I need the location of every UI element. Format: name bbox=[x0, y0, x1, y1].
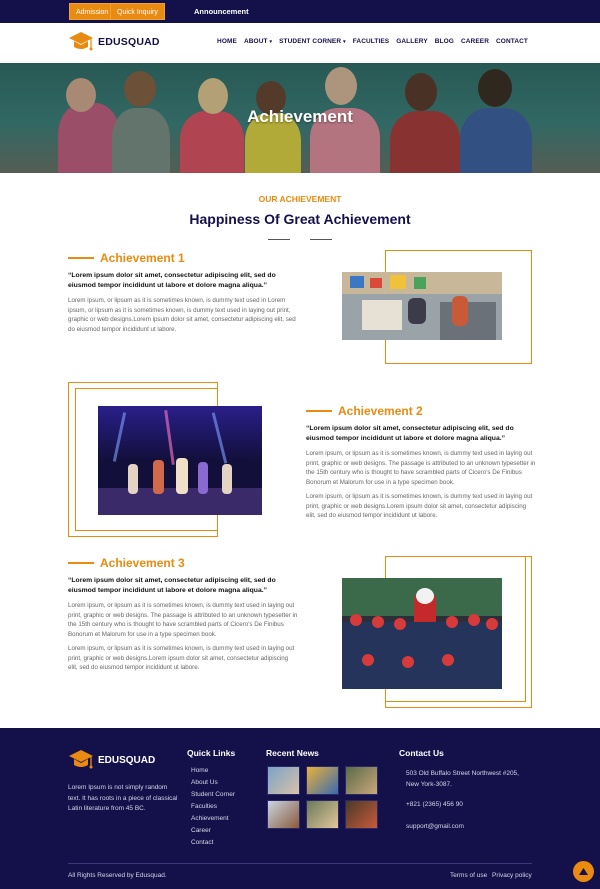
nav-student-corner[interactable]: STUDENT CORNER ▾ bbox=[279, 38, 346, 45]
achievement-title: Achievement 3 bbox=[100, 556, 185, 570]
brand-logo[interactable] bbox=[68, 30, 160, 54]
achievement-title: Achievement 1 bbox=[100, 251, 185, 265]
quick-links-title: Quick Links bbox=[187, 748, 236, 758]
accent-bar bbox=[306, 410, 332, 412]
graduation-cap-icon bbox=[68, 30, 94, 54]
news-thumbnail[interactable] bbox=[345, 766, 378, 795]
footer-address: 503 Old Buffalo Street Northwest #205, New York-3087. bbox=[406, 770, 519, 788]
achievement-lead: “Lorem ipsum dolor sit amet, consectetur adipiscing elit, sed do eiusmod tempor incididunt ut labore et dolore magna aliqua.” bbox=[68, 577, 276, 594]
news-thumbnail[interactable] bbox=[345, 800, 378, 829]
nav-contact[interactable]: CONTACT bbox=[496, 38, 528, 45]
top-bar bbox=[0, 0, 600, 23]
achievement-1 bbox=[68, 251, 298, 334]
footer-link-contact[interactable]: Contact bbox=[191, 839, 214, 846]
news-thumbnail[interactable] bbox=[306, 800, 339, 829]
footer-phone[interactable]: +821 (2365) 456 90 bbox=[406, 801, 463, 808]
contact-title: Contact Us bbox=[399, 748, 444, 758]
footer-link-achievement[interactable]: Achievement bbox=[191, 815, 229, 822]
stage-performance-photo bbox=[98, 406, 262, 515]
achievement-text: Lorem ipsum, or lipsum as it is sometimes known, is dummy text used in Lorem ipsum, or lipsum as it is sometimes known, is dummy text used in laying out print, graphic or web designs.Lorem ipsum dolor sit amet, consectetur adipiscing elit, sed do eiusmod tempor incididunt ut labore. bbox=[68, 297, 296, 333]
quick-inquiry-button[interactable]: Quick Inquiry bbox=[110, 3, 165, 20]
graduation-cap-icon bbox=[68, 748, 94, 772]
achievement-3 bbox=[68, 556, 298, 673]
hero-banner bbox=[0, 63, 600, 173]
achievement-text: Lorem ipsum, or lipsum as it is sometimes known, is dummy text used in laying out print, graphic or web designs.Lorem ipsum dolor sit amet, consectetur adipiscing elit, sed do eiusmod tempor incididunt ut labore. bbox=[306, 493, 533, 519]
chevron-down-icon: ▾ bbox=[269, 39, 273, 45]
nav-career[interactable]: CAREER bbox=[460, 38, 489, 45]
brand-name: EDUSQUAD bbox=[98, 36, 160, 48]
recent-news-title: Recent News bbox=[266, 748, 319, 758]
achievement-title: Achievement 2 bbox=[338, 404, 423, 418]
footer-logo[interactable] bbox=[68, 748, 155, 772]
accent-bar bbox=[68, 562, 94, 564]
achievement-lead: “Lorem ipsum dolor sit amet, consectetur adipiscing elit, sed do eiusmod tempor incididunt ut labore et dolore magna aliqua.” bbox=[68, 272, 276, 289]
footer-link-home[interactable]: Home bbox=[191, 767, 209, 774]
admission-button[interactable]: Admission bbox=[69, 3, 115, 20]
footer-link-student-corner[interactable]: Student Corner bbox=[191, 791, 236, 798]
announcement-link[interactable]: Announcement bbox=[194, 7, 249, 16]
nav-menu bbox=[217, 38, 528, 45]
footer-link-career[interactable]: Career bbox=[191, 827, 211, 834]
news-thumbnail[interactable] bbox=[267, 766, 300, 795]
copyright-text: All Rights Reserved by Edusquad. bbox=[68, 872, 167, 879]
site-footer bbox=[0, 728, 600, 889]
footer-brand: EDUSQUAD bbox=[98, 754, 156, 766]
section-kicker: OUR ACHIEVEMENT bbox=[258, 194, 342, 204]
section-title: Happiness Of Great Achievement bbox=[189, 211, 411, 227]
achievement-lead: “Lorem ipsum dolor sit amet, consectetur adipiscing elit, sed do eiusmod tempor incididunt ut labore et dolore magna aliqua.” bbox=[306, 425, 514, 442]
page-title: Achievement bbox=[247, 107, 353, 126]
main-navbar bbox=[0, 23, 600, 63]
privacy-link[interactable]: Privacy policy bbox=[492, 872, 532, 879]
chevron-up-icon bbox=[579, 868, 588, 875]
footer-email[interactable]: support@gmail.com bbox=[406, 823, 464, 830]
chevron-down-icon: ▾ bbox=[343, 39, 346, 45]
achievement-text: Lorem ipsum, or lipsum as it is sometimes known, is dummy text used in laying out print, graphic or web designs. The passage is attributed to an unknown typesetter in the 15th century who is thought to have scrambled parts of Cicero's De Finibus Bonorum et Malorum for use in a type specimen book. bbox=[306, 450, 536, 486]
news-thumbnail[interactable] bbox=[267, 800, 300, 829]
footer-divider bbox=[68, 863, 532, 864]
nav-gallery[interactable]: GALLERY bbox=[396, 38, 428, 45]
classroom-photo bbox=[342, 272, 502, 340]
nav-faculties[interactable]: FACULTIES bbox=[352, 38, 390, 45]
achievement-text: Lorem ipsum, or lipsum as it is sometimes known, is dummy text used in laying out print, graphic or web designs.Lorem ipsum dolor sit amet, consectetur adipiscing elit, sed do eiusmod tempor incididunt ut labore. bbox=[68, 645, 295, 671]
accent-bar bbox=[68, 257, 94, 259]
news-thumbnail[interactable] bbox=[306, 766, 339, 795]
nav-home[interactable]: HOME bbox=[217, 38, 237, 45]
terms-link[interactable]: Terms of use bbox=[450, 872, 488, 879]
footer-link-about[interactable]: About Us bbox=[191, 779, 218, 786]
nav-blog[interactable]: BLOG bbox=[434, 38, 454, 45]
achievement-text: Lorem ipsum, or lipsum as it is sometimes known, is dummy text used in laying out print, graphic or web designs. The passage is attributed to an unknown typesetter in the 15th century who is thought to have scrambled parts of Cicero's De Finibus Bonorum et Malorum for use in a type specimen book. bbox=[68, 602, 298, 638]
title-divider bbox=[310, 239, 332, 240]
christmas-group-photo bbox=[342, 578, 502, 689]
achievement-2 bbox=[306, 404, 536, 521]
scroll-to-top-button[interactable] bbox=[573, 861, 594, 882]
nav-about[interactable]: ABOUT ▾ bbox=[243, 38, 273, 45]
title-divider bbox=[268, 239, 290, 240]
footer-about: Lorem Ipsum is not simply random text. It has roots in a piece of classical Latin literature from 45 BC. bbox=[68, 784, 178, 812]
footer-link-faculties[interactable]: Faculties bbox=[191, 803, 218, 810]
